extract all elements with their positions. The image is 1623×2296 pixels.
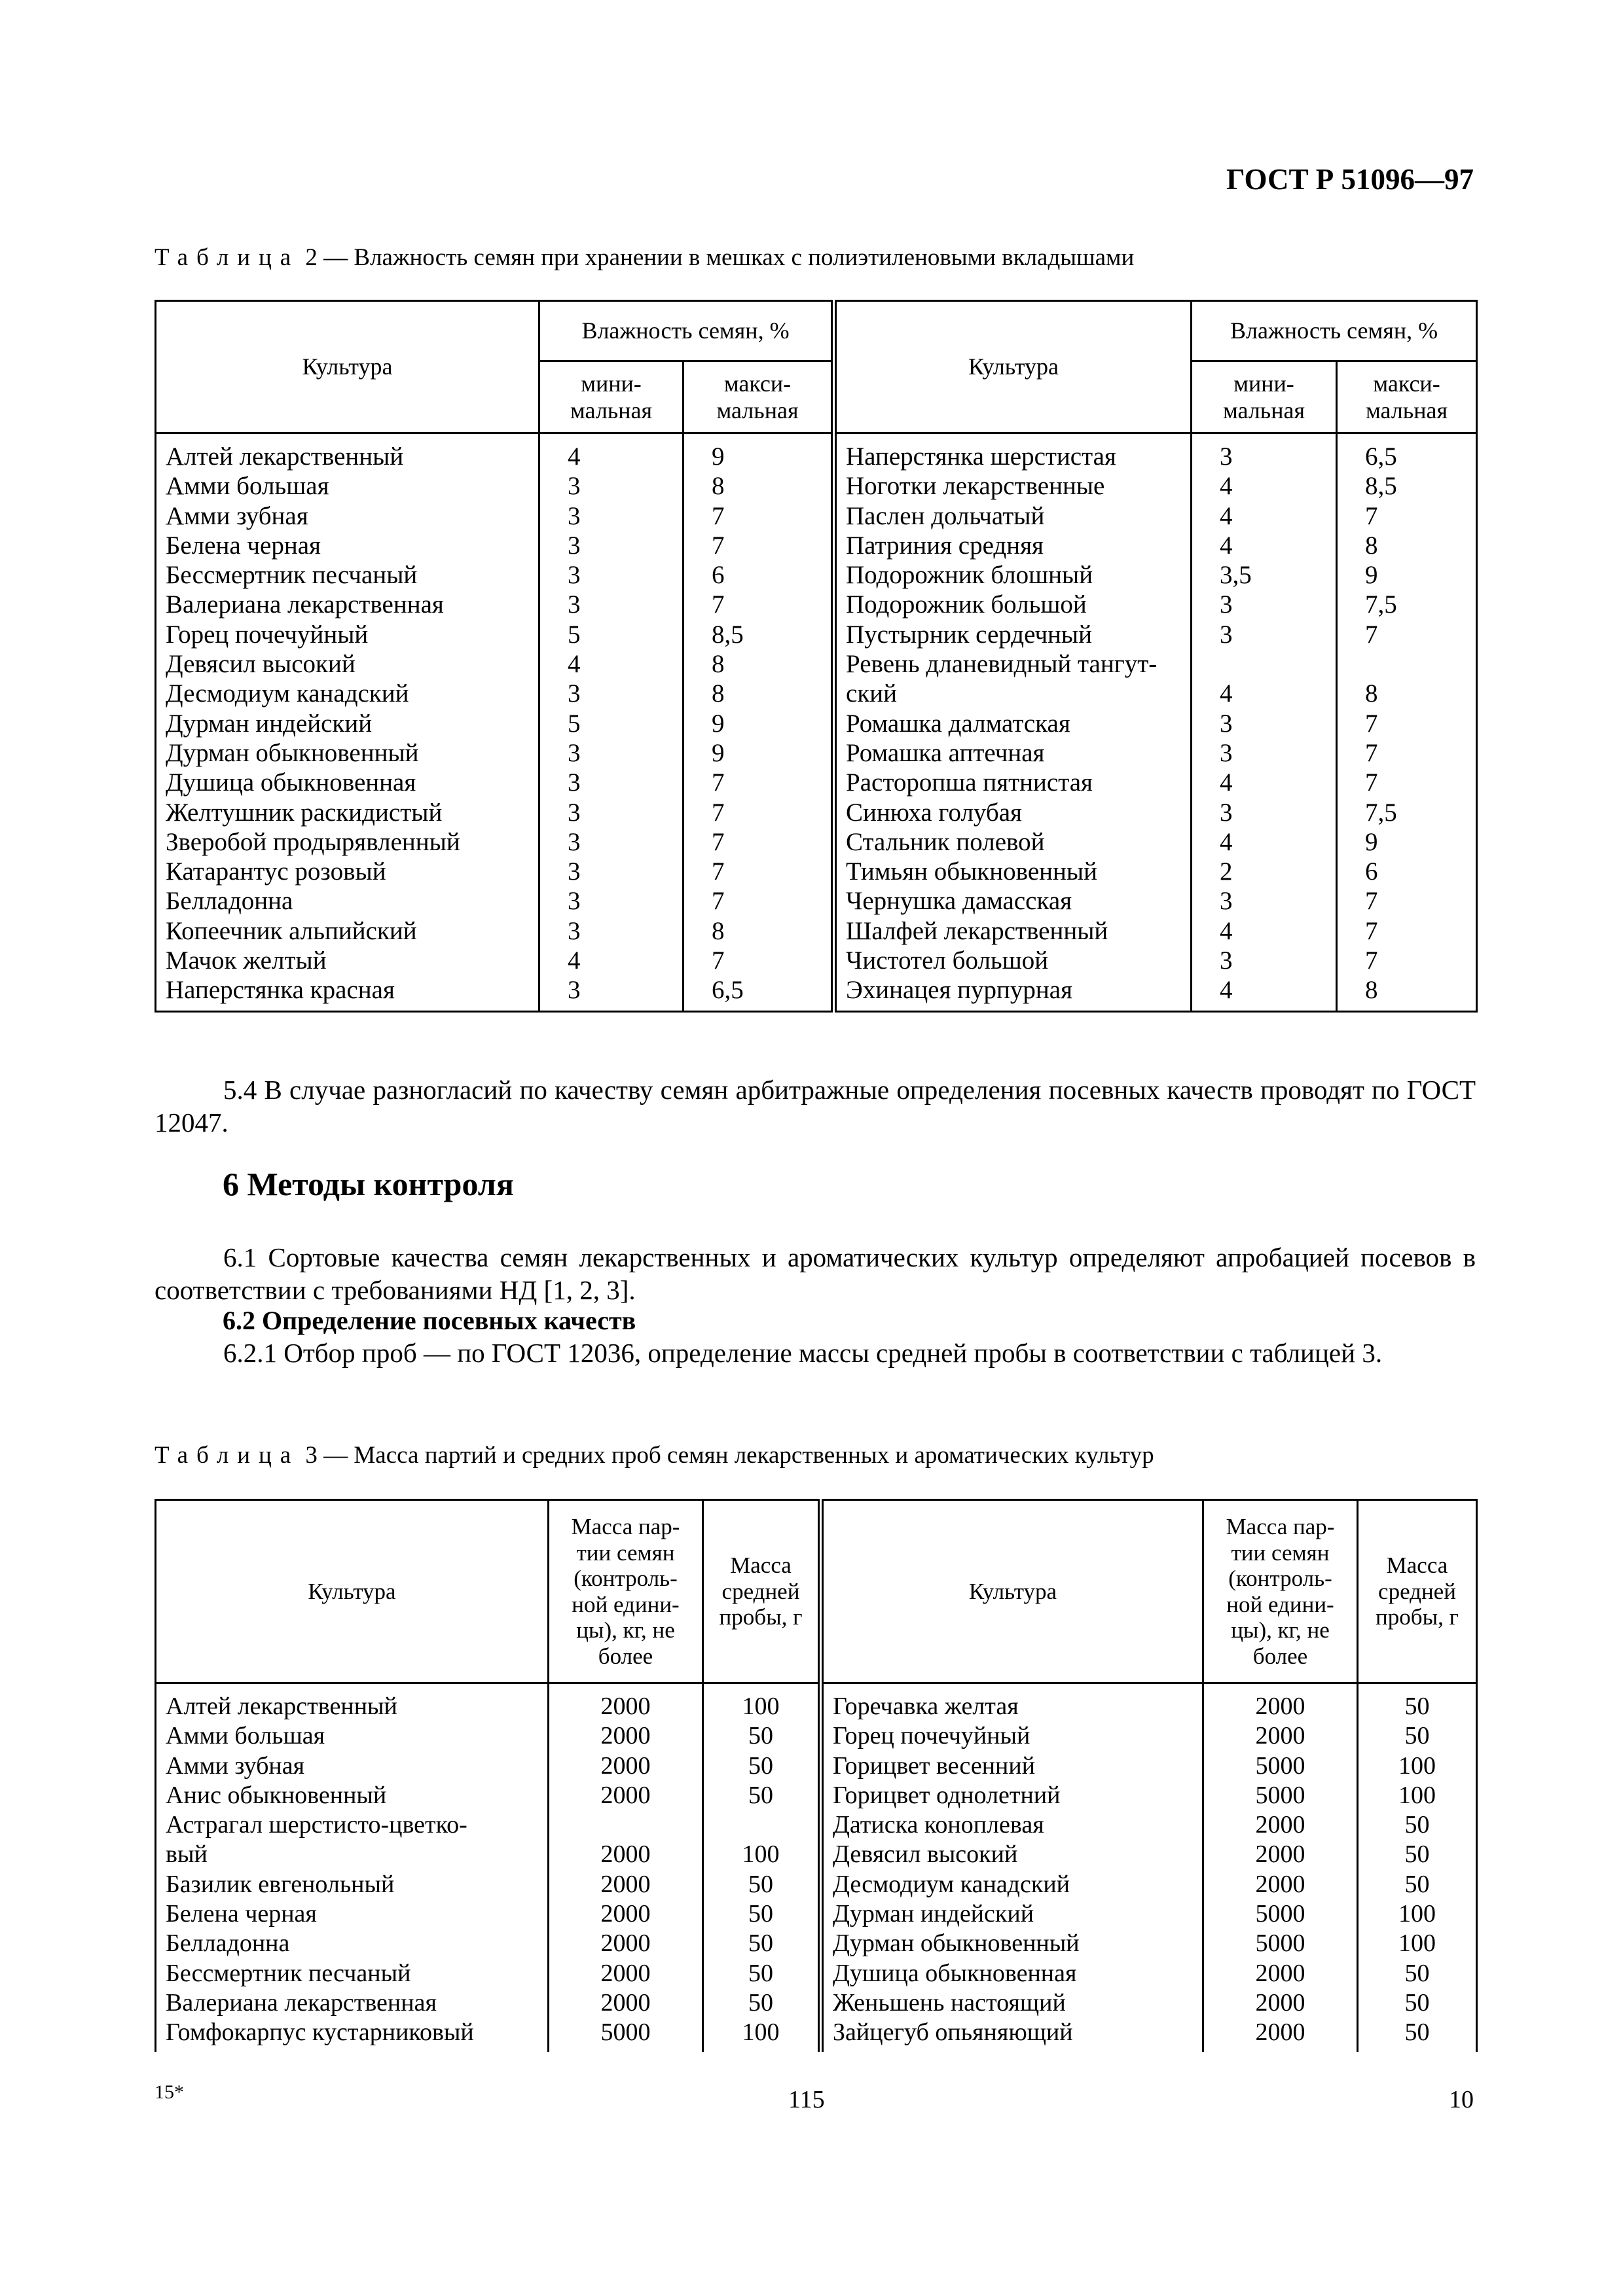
footer-page-number-right: 10: [1449, 2086, 1474, 2113]
table3-caption: [155, 1441, 1154, 1469]
section-6-title: 6 Методы контроля: [223, 1166, 514, 1202]
table2-header-moisture-left: Влажность семян, %: [539, 301, 834, 361]
table2-right-min-values: 3 4 4 4 3,5 3 3 4 3 3 4 3 4 2 3 4 3 4: [1192, 433, 1337, 1012]
table2: [155, 300, 1478, 1013]
table2-caption-text: 2 — Влажность семян при хранении в мешках с полиэтиленовыми вкладышами: [299, 244, 1135, 271]
table3-left-lot-values: 2000 2000 2000 2000 2000 2000 2000 2000 2000 2000 5000: [549, 1683, 703, 2052]
table2-header-culture-left: Культура: [156, 301, 539, 433]
table3-right-sample-values: 50 50 100 100 50 50 50 100 100 50 50 50: [1358, 1683, 1477, 2052]
table3-left-cultures: Алтей лекарственный Амми большая Амми зубная Анис обыкновенный Астрагал шерстисто-цветко- вый Базилик евгенольный Белена черная Белладонна Бессмертник песчаный Валериана лекарственная Гомфокарпус кустарниковый: [156, 1683, 549, 2052]
footer-page-number-center: 115: [788, 2086, 825, 2113]
paragraph-6-1: 6.1 Сортовые качества семян лекарственных и ароматических культур определяют апробацией посевов в соответствии с требованиями НД [1, 2, 3].: [155, 1242, 1476, 1305]
footer-left-mark: 15*: [155, 2081, 184, 2103]
table3-right-cultures: Горечавка желтая Горец почечуйный Горицвет весенний Горицвет однолетний Датиска коноплевая Девясил высокий Десмодиум канадский Дурман индейский Дурман обыкновенный Душица обыкновенная Женьшень настоящий Зайцегуб опьяняющий: [821, 1683, 1203, 2052]
table3-caption-text: 3 — Масса партий и средних проб семян лекарственных и ароматических культур: [299, 1442, 1154, 1469]
paragraph-5-4: 5.4 В случае разногласий по качеству семян арбитражные определения посевных качеств проводят по ГОСТ 12047.: [155, 1075, 1476, 1138]
table3: [155, 1499, 1478, 2052]
table3-caption-word: Таблица: [155, 1442, 300, 1469]
table2-header-max-left: макси- мальная: [684, 361, 834, 433]
table3-header-sample-right: Масса средней пробы, г: [1358, 1500, 1477, 1683]
table3-left-sample-values: 100 50 50 50 100 50 50 50 50 50 100: [742, 1693, 780, 2047]
table2-caption-word: Таблица: [155, 244, 300, 271]
table2-right-cultures: Наперстянка шерстистая Ноготки лекарственные Паслен дольчатый Патриния средняя Подорожник блошный Подорожник большой Пустырник сердечный Ревень дланевидный тангут- ский Ромашка далматская Ромашка аптечная Расторопша пятнистая Синюха голубая Стальник полевой Тимьян обыкновенный Чернушка дамасская Шалфей лекарственный Чистотел большой Эхинацея пурпурная: [834, 433, 1192, 1012]
heading-6-2: 6.2 Определение посевных качеств: [223, 1306, 636, 1335]
table3-header-culture-left: Культура: [156, 1500, 549, 1683]
table3-header-culture-right: Культура: [821, 1500, 1203, 1683]
table2-left-max-values: 9 8 7 7 6 7 8,5 8 8 9 9 7 7 7 7 7 8 7 6,5: [684, 433, 834, 1012]
table2-header-moisture-right: Влажность семян, %: [1192, 301, 1477, 361]
table2-header-max-right: макси- мальная: [1337, 361, 1477, 433]
table2-header-min-right: мини- мальная: [1192, 361, 1337, 433]
table2-left-cultures: Алтей лекарственный Амми большая Амми зубная Белена черная Бессмертник песчаный Валериана лекарственная Горец почечуйный Девясил высокий Десмодиум канадский Дурман индейский Дурман обыкновенный Душица обыкновенная Желтушник раскидистый Зверобой продырявленный Катарантус розовый Белладонна Копеечник альпийский Мачок желтый Наперстянка красная: [156, 433, 539, 1012]
table2-left-min-values: 4 3 3 3 3 3 5 4 3 5 3 3 3 3 3 3 3 4 3: [539, 433, 684, 1012]
table2-right-max-values: 6,5 8,5 7 8 9 7,5 7 8 7 7 7 7,5 9 6 7 7 7 8: [1337, 433, 1477, 1012]
table2-header-min-left: мини- мальная: [539, 361, 684, 433]
table3-header-lot-right: Масса пар- тии семян (контроль- ной едини- цы), кг, не более: [1203, 1500, 1358, 1683]
table2-header-culture-right: Культура: [834, 301, 1192, 433]
table3-header-lot-left: Масса пар- тии семян (контроль- ной едини- цы), кг, не более: [549, 1500, 703, 1683]
paragraph-6-2-1: 6.2.1 Отбор проб — по ГОСТ 12036, определение массы средней пробы в соответствии с таблицей 3.: [223, 1338, 1383, 1368]
standard-number: ГОСТ Р 51096—97: [1226, 163, 1474, 196]
table2-caption: [155, 243, 1134, 272]
table3-header-sample-left: Масса средней пробы, г: [703, 1500, 821, 1683]
table3-right-lot-values: 2000 2000 5000 5000 2000 2000 2000 5000 5000 2000 2000 2000: [1203, 1683, 1358, 2052]
